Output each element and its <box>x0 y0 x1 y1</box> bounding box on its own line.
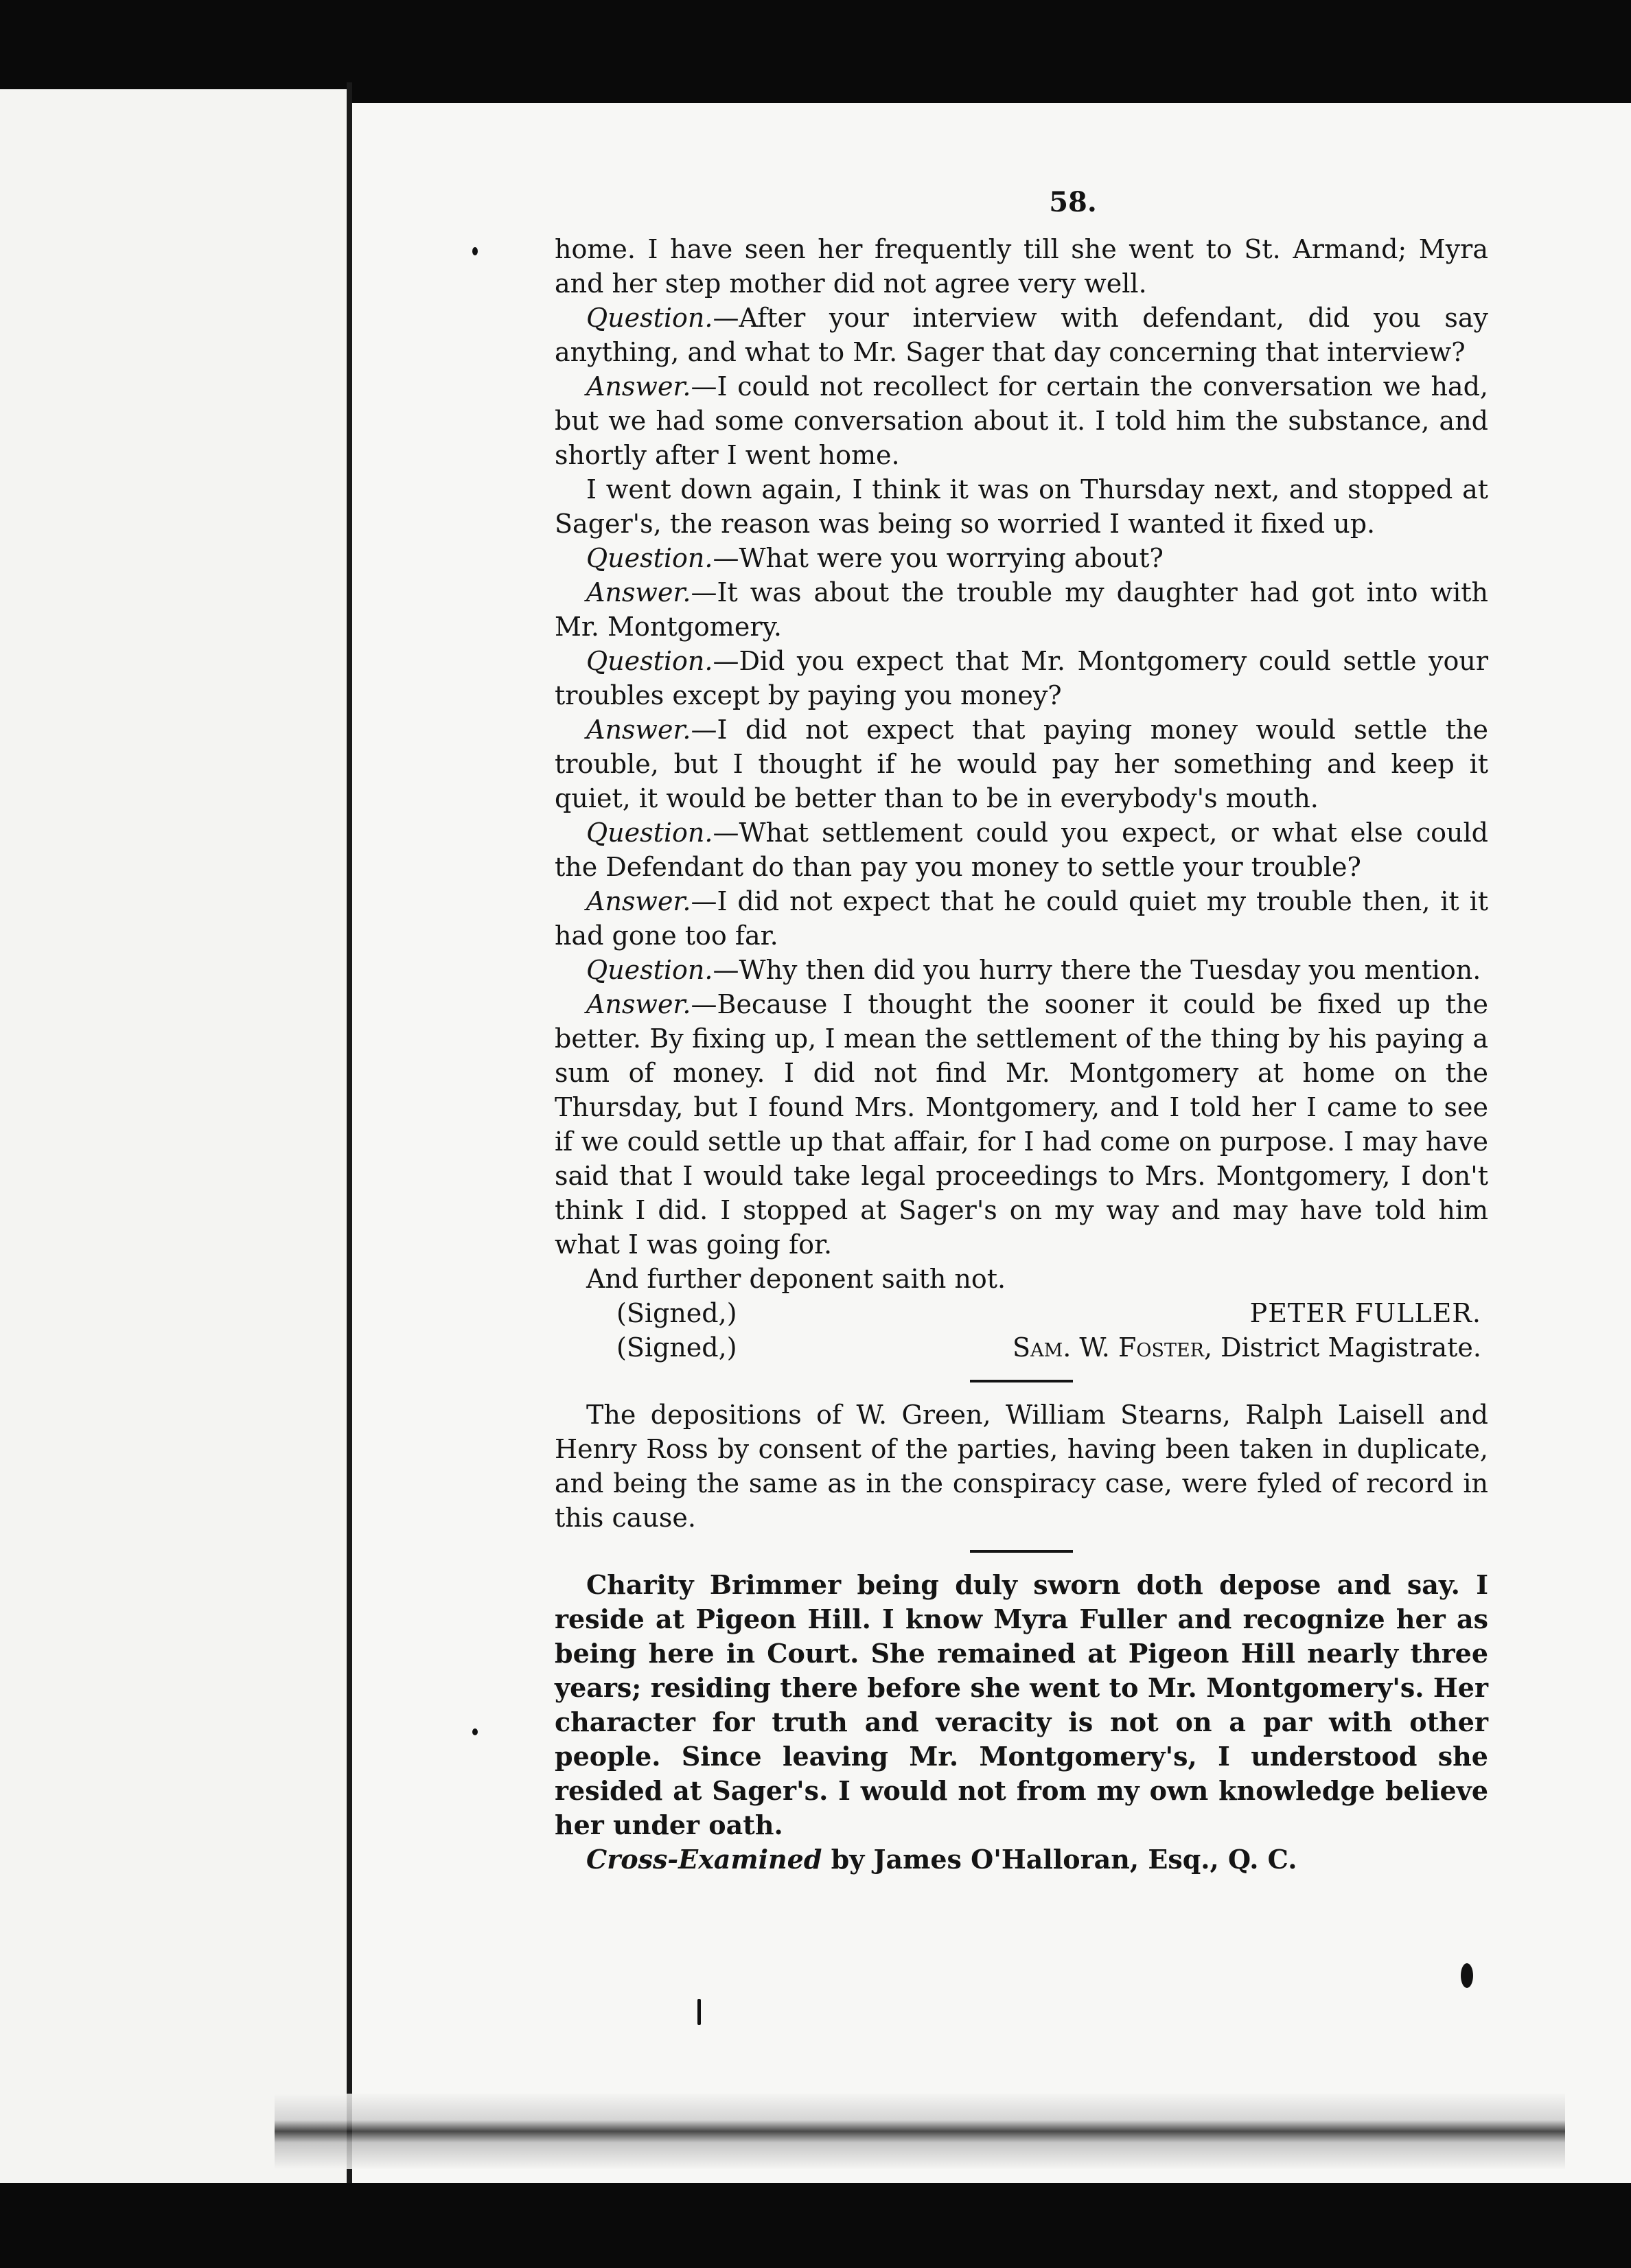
scan-speck <box>472 1728 478 1735</box>
page-number: 58. <box>1049 186 1097 218</box>
paragraph <box>555 1398 1488 1535</box>
question-label: Question. <box>586 818 713 848</box>
question <box>555 644 1488 713</box>
answer-text: —Because I thought the sooner it could be fixed up the better. By fixing up, I mean the settlement of the thing by his paying a sum of money. I did not find Mr. Montgomery at home on the Thursday, but I found Mrs. Montgomery, and I told her I came to see if we could settle up that affair, for I had come on purpose. I may have said that I would take legal proceedings to Mrs. Montgomery, I don't think I did. I stopped at Sager's on my way and may have told him what I was going for. <box>555 989 1488 1260</box>
question-label: Question. <box>586 543 713 573</box>
question <box>555 541 1488 575</box>
answer-label: Answer. <box>586 715 691 745</box>
cross-examined-label: Cross-Examined <box>586 1844 822 1875</box>
signature-name: Sam. W. Foster, <box>1013 1332 1213 1363</box>
paragraph-text: The depositions of W. Green, William Stearns, Ralph Laisell and Henry Ross by consent of the parties, having been taken in duplicate, and being the same as in the conspiracy case, were fyled of record in this cause. <box>555 1400 1488 1533</box>
signed-label: (Signed,) <box>616 1298 737 1328</box>
left-page-margin <box>0 89 347 2183</box>
question-text: —What settlement could you expect, or what else could the Defendant do than pay you money to settle your trouble? <box>555 818 1488 882</box>
question-label: Question. <box>586 955 713 985</box>
answer-text: —I could not recollect for certain the conversation we had, but we had some conversation about it. I told him the substance, and shortly after I went home. <box>555 371 1488 470</box>
signature-name: PETER FULLER. <box>1249 1298 1481 1328</box>
section-divider <box>970 1550 1073 1553</box>
paragraph-text: Charity Brimmer being duly sworn doth depose and say. I reside at Pigeon Hill. I know Myra Fuller and recognize her as being here in Court. She remained at Pigeon Hill nearly three years; residing there before she went to Mr. Montgomery's. Her character for truth and veracity is not on a par with other people. Since leaving Mr. Montgomery's, I understood she resided at Sager's. I would not from my own knowledge believe her under oath. <box>555 1569 1488 1840</box>
question-text: —What were you worrying about? <box>713 543 1164 573</box>
answer <box>555 987 1488 1262</box>
cross-examined-text: by James O'Halloran, Esq., Q. C. <box>822 1844 1297 1875</box>
answer <box>555 713 1488 815</box>
cross-examination-line <box>555 1842 1488 1877</box>
answer-text: —It was about the trouble my daughter had got into with Mr. Montgomery. <box>555 577 1488 642</box>
question <box>555 301 1488 369</box>
scan-speck <box>1461 1963 1473 1988</box>
section-divider <box>970 1380 1073 1382</box>
question-label: Question. <box>586 303 713 333</box>
answer-label: Answer. <box>586 989 691 1019</box>
question <box>555 815 1488 884</box>
document-text <box>555 185 1488 1877</box>
answer-label: Answer. <box>586 886 691 916</box>
paragraph <box>555 1568 1488 1842</box>
answer <box>555 884 1488 953</box>
answer-label: Answer. <box>586 371 691 402</box>
signature-title: District Magistrate. <box>1212 1332 1481 1363</box>
answer-label: Answer. <box>586 577 691 608</box>
signature-line <box>555 1330 1488 1365</box>
answer-text: —I did not expect that paying money would settle the trouble, but I thought if he would pay her something and keep it quiet, it would be better than to be in everybody's mouth. <box>555 715 1488 813</box>
scan-speck <box>697 1999 701 2025</box>
question-label: Question. <box>586 646 713 676</box>
paragraph <box>555 1262 1488 1296</box>
question-text: —After your interview with defendant, did you say anything, and what to Mr. Sager that day concerning that interview? <box>555 303 1488 367</box>
scan-bottom-edge <box>275 2094 1565 2169</box>
paragraph-text: I went down again, I think it was on Thursday next, and stopped at Sager's, the reason was being so worried I wanted it fixed up. <box>555 474 1488 539</box>
page-gutter <box>347 82 352 2183</box>
paragraph-text: home. I have seen her frequently till she went to St. Armand; Myra and her step mother did not agree very well. <box>555 234 1488 299</box>
scan-speck <box>472 247 478 255</box>
magistrate-signature <box>1013 1330 1481 1365</box>
answer <box>555 575 1488 644</box>
signature-line <box>555 1296 1488 1330</box>
question <box>555 953 1488 987</box>
answer <box>555 369 1488 472</box>
question-text: —Why then did you hurry there the Tuesday you mention. <box>713 955 1481 985</box>
question-text: —Did you expect that Mr. Montgomery could settle your troubles except by paying you money? <box>555 646 1488 710</box>
paragraph <box>555 472 1488 541</box>
answer-text: —I did not expect that he could quiet my trouble then, it it had gone too far. <box>555 886 1488 951</box>
signed-label: (Signed,) <box>616 1332 737 1363</box>
paragraph <box>555 232 1488 301</box>
paragraph-text: And further deponent saith not. <box>586 1264 1006 1294</box>
